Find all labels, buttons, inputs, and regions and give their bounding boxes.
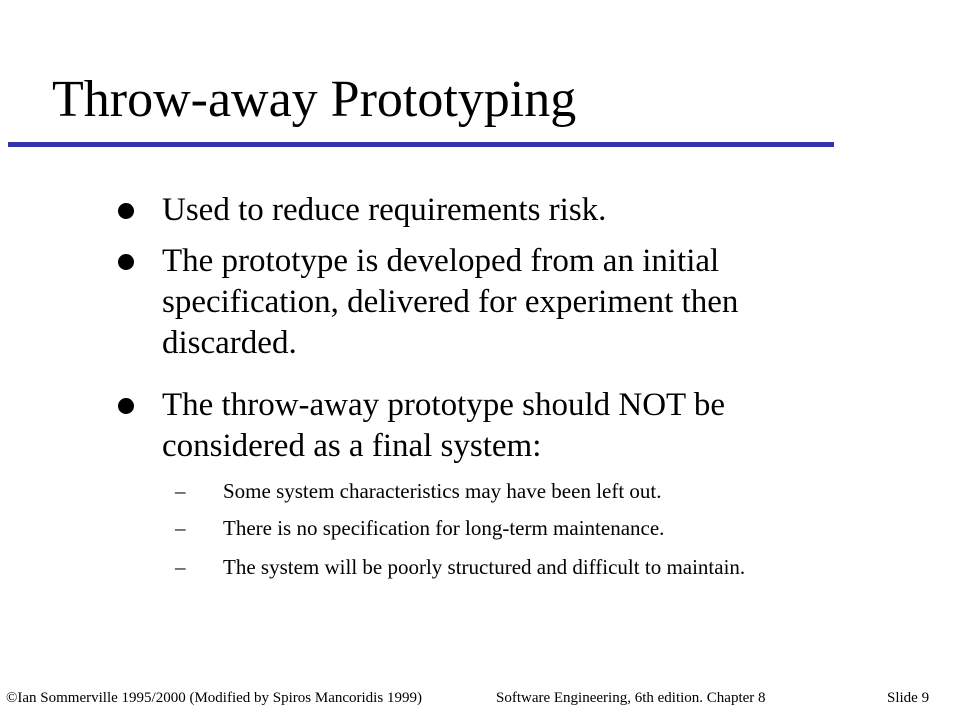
slide-title: Throw-away Prototyping [52,71,577,128]
footer-slide-number: Slide 9 [887,690,930,706]
bullet-text: Used to reduce requirements risk. [162,192,607,228]
bullet-dot-icon [118,254,134,270]
dash-icon: – [175,516,186,540]
sub-bullet-text: There is no specification for long-term maintenance. [223,516,665,540]
sub-bullet-item [175,554,935,580]
dash-icon: – [175,479,186,503]
bullet-item [162,385,852,467]
bullet-dot-icon [118,398,134,414]
footer-copyright: ©Ian Sommerville 1995/2000 (Modified by Spiros Mancoridis 1999) [6,690,422,706]
bullet-item [162,190,862,231]
title-underline [8,142,834,147]
bullet-item [162,241,852,364]
bullet-text: The prototype is developed from an initial specification, delivered for experiment then discarded. [162,243,739,361]
footer-book: Software Engineering, 6th edition. Chapter 8 [496,690,766,706]
dash-icon: – [175,555,186,579]
bullet-text: The throw-away prototype should NOT be considered as a final system: [162,387,726,464]
sub-bullet-text: Some system characteristics may have been left out. [223,479,662,503]
sub-bullet-text: The system will be poorly structured and difficult to maintain. [223,555,746,579]
sub-bullet-item [175,515,935,541]
sub-bullet-item [175,478,935,504]
bullet-dot-icon [118,203,134,219]
